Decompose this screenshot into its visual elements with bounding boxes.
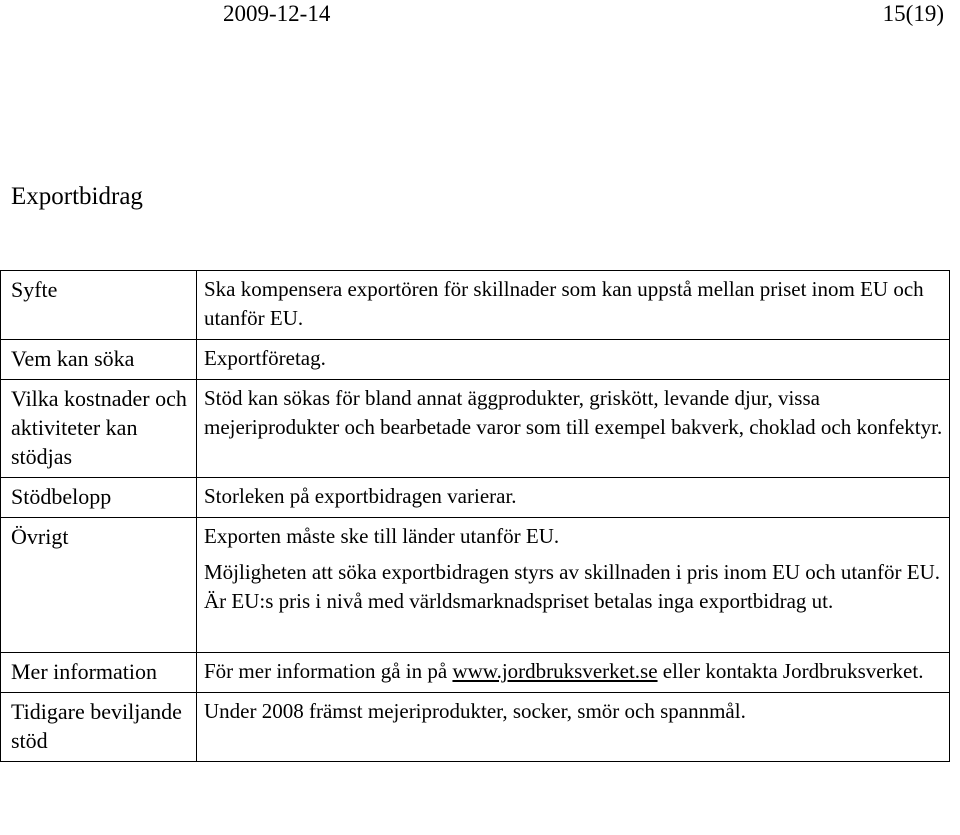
label-stodbelopp: Stödbelopp bbox=[1, 478, 197, 518]
row-kostnader bbox=[1, 380, 950, 478]
row-tidigare bbox=[1, 693, 950, 762]
label-mer-information: Mer information bbox=[1, 653, 197, 693]
label-vem-kan-soka: Vem kan söka bbox=[1, 340, 197, 380]
section-title: Exportbidrag bbox=[11, 183, 143, 210]
mer-info-suffix: eller kontakta Jordbruksverket. bbox=[657, 659, 924, 683]
header-date: 2009-12-14 bbox=[223, 1, 331, 26]
value-ovrigt-2: Möjligheten att söka exportbidragen styrs av skillnaden i pris inom EU och utanför EU. Är EU:s pris i nivå med världsmarknadspriset betalas inga exportbidrag ut. bbox=[204, 560, 941, 613]
info-table bbox=[0, 270, 950, 762]
value-syfte: Ska kompensera exportören för skillnader som kan uppstå mellan priset inom EU och utanför EU. bbox=[197, 271, 950, 340]
row-mer-information bbox=[1, 653, 950, 693]
label-kostnader: Vilka kostnader och aktiviteter kan stödjas bbox=[1, 380, 197, 478]
label-tidigare: Tidigare beviljande stöd bbox=[1, 693, 197, 762]
label-ovrigt-text: Övrigt bbox=[11, 524, 69, 549]
label-ovrigt-spacer bbox=[11, 551, 191, 646]
page-number: 15(19) bbox=[882, 1, 944, 26]
label-ovrigt bbox=[1, 518, 197, 653]
value-ovrigt bbox=[197, 518, 950, 653]
value-ovrigt-1: Exporten måste ske till länder utanför EU. bbox=[204, 524, 560, 548]
row-ovrigt bbox=[1, 518, 950, 653]
row-syfte bbox=[1, 271, 950, 340]
jordbruksverket-link[interactable]: www.jordbruksverket.se bbox=[452, 659, 658, 683]
value-stodbelopp: Storleken på exportbidragen varierar. bbox=[197, 478, 950, 518]
value-mer-information bbox=[197, 653, 950, 693]
row-stodbelopp bbox=[1, 478, 950, 518]
value-tidigare: Under 2008 främst mejeriprodukter, socker, smör och spannmål. bbox=[197, 693, 950, 762]
label-syfte: Syfte bbox=[1, 271, 197, 340]
row-vem-kan-soka bbox=[1, 340, 950, 380]
value-kostnader: Stöd kan sökas för bland annat äggprodukter, griskött, levande djur, vissa mejeriprodukter och bearbetade varor som till exempel bakverk, choklad och konfektyr. bbox=[197, 380, 950, 478]
mer-info-prefix: För mer information gå in på bbox=[204, 659, 453, 683]
value-vem-kan-soka: Exportföretag. bbox=[197, 340, 950, 380]
